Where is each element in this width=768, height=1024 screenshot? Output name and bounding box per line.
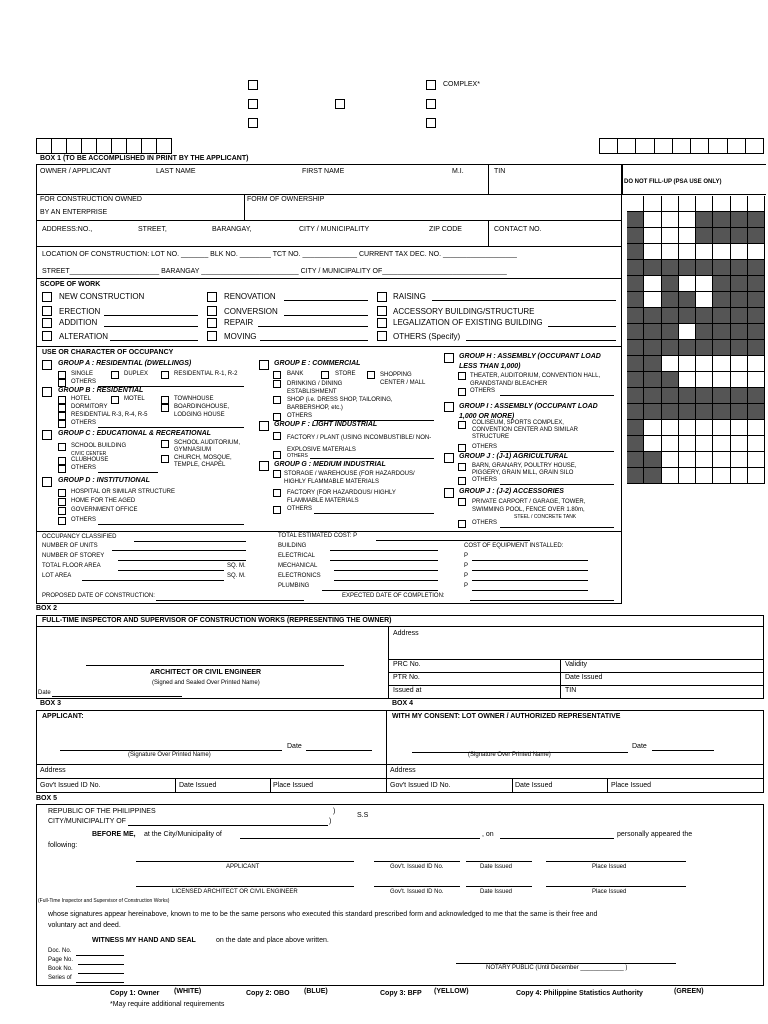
- a-duplex-checkbox[interactable]: [111, 371, 119, 379]
- republic-paren: ): [333, 808, 336, 815]
- group-i-label: GROUP I : ASSEMBLY (OCCUPANT LOAD 1,000 OR MORE): [459, 403, 598, 420]
- electronics-label: ELECTRONICS: [278, 573, 321, 579]
- city-label: CITY / MUNICIPALITY: [299, 226, 370, 233]
- copy3-label: Copy 3: BFP: [380, 990, 422, 997]
- c-church-checkbox[interactable]: [161, 455, 169, 463]
- application-number-boxes[interactable]: [36, 138, 172, 154]
- applicant-label: APPLICANT:: [42, 713, 84, 720]
- equip-p4: P: [464, 583, 469, 589]
- scope-repair-label: REPAIR: [224, 318, 254, 327]
- box2-title: FULL-TIME INSPECTOR AND SUPERVISOR OF CONSTRUCTION WORKS (REPRESENTING THE OWNER): [42, 617, 392, 624]
- e-bank-checkbox[interactable]: [273, 371, 281, 379]
- e-shopping-checkbox[interactable]: [367, 371, 375, 379]
- group-b-checkbox[interactable]: [42, 387, 52, 397]
- g-factory-checkbox[interactable]: [273, 489, 281, 497]
- c-others-label: OTHERS: [71, 465, 97, 471]
- scope-repair-checkbox[interactable]: [207, 318, 217, 328]
- d-hospital-checkbox[interactable]: [58, 489, 66, 497]
- contact-label: CONTACT NO.: [494, 226, 542, 233]
- equip-p1: P: [464, 553, 469, 559]
- g-others-checkbox[interactable]: [273, 506, 281, 514]
- group-b-label: GROUP B : RESIDENTIAL: [58, 387, 144, 394]
- c-auditorium-label: SCHOOL AUDITORIUM, GYMNASIUM: [174, 440, 241, 453]
- box2-address-label: Address: [393, 630, 419, 637]
- i-coliseum-checkbox[interactable]: [458, 421, 466, 429]
- copy3-color: (YELLOW): [434, 988, 469, 995]
- j1-barn-checkbox[interactable]: [458, 463, 466, 471]
- scope-new-checkbox[interactable]: [42, 292, 52, 302]
- last-name-label: LAST NAME: [156, 168, 196, 175]
- on-label: , on: [482, 831, 494, 838]
- b-townhouse-label: TOWNHOUSE: [174, 396, 214, 402]
- for-construction-label: FOR CONSTRUCTION OWNED: [40, 196, 142, 203]
- lot-area-sqm: SQ. M.: [227, 573, 246, 579]
- fulltime-label: (Full-Time Inspector and Supervisor of Construction Works): [38, 898, 170, 904]
- group-e-checkbox[interactable]: [259, 360, 269, 370]
- barangay-label: BARANGAY,: [212, 226, 252, 233]
- d-hospital-label: HOSPITAL OR SIMILAR STRUCTURE: [71, 489, 176, 495]
- group-a-checkbox[interactable]: [42, 360, 52, 370]
- notary-place-issued-label: Place Issued: [592, 864, 627, 870]
- proposed-date-label: PROPOSED DATE OF CONSTRUCTION:: [42, 593, 155, 599]
- d-others-label: OTHERS: [71, 517, 97, 523]
- group-g-checkbox[interactable]: [259, 461, 269, 471]
- f-others-checkbox[interactable]: [273, 451, 281, 459]
- g-others-label: OTHERS: [287, 506, 313, 512]
- scope-conversion-checkbox[interactable]: [207, 306, 217, 316]
- j1-others-label: OTHERS: [472, 477, 498, 483]
- b-dormitory-label: DORMITORY: [71, 404, 108, 410]
- f-factory-checkbox[interactable]: [273, 432, 281, 440]
- a-others-checkbox[interactable]: [58, 379, 66, 387]
- j1-barn-label: BARN, GRANARY, POULTRY HOUSE, PIGGERY, GRAIN MILL, GRAIN SILO: [472, 463, 577, 476]
- j2-others-label: OTHERS: [472, 520, 498, 526]
- scope-erection-label: ERECTION: [59, 307, 101, 316]
- box4-address-label: Address: [390, 767, 416, 774]
- equip-p2: P: [464, 563, 469, 569]
- b-others-checkbox[interactable]: [58, 420, 66, 428]
- top-checkbox-7[interactable]: [426, 118, 436, 128]
- scope-new-label: NEW CONSTRUCTION: [59, 292, 145, 301]
- box1-title: BOX 1 (TO BE ACCOMPLISHED IN PRINT BY THE APPLICANT): [40, 155, 249, 162]
- g-storage-label: STORAGE / WAREHOUSE (FOR HAZARDOUS/ HIGHLY FLAMMABLE MATERIALS: [284, 471, 415, 485]
- b-dormitory-checkbox[interactable]: [58, 404, 66, 412]
- scope-alteration-checkbox[interactable]: [42, 331, 52, 341]
- box3-address-label: Address: [40, 767, 66, 774]
- i-others-checkbox[interactable]: [458, 444, 466, 452]
- whose-text: whose signatures appear hereinabove, known to me to be the same persons who executed this standard prescribed form and acknowledged to me that the same is their free and: [48, 911, 598, 918]
- group-h-checkbox[interactable]: [444, 353, 454, 363]
- c-school-checkbox[interactable]: [58, 443, 66, 451]
- box4-govt-id-label: Gov't Issued ID No.: [390, 782, 451, 789]
- group-h-label: GROUP H : ASSEMBLY (OCCUPANT LOAD LESS THAN 1,000): [459, 353, 601, 370]
- a-duplex-label: DUPLEX: [124, 371, 149, 377]
- box4-date-label: Date: [632, 743, 647, 750]
- book-no-label: Book No.: [48, 966, 73, 972]
- b-lodging-label: LODGING HOUSE: [174, 412, 225, 418]
- signed-sealed-label: (Signed and Sealed Over Printed Name): [152, 680, 260, 686]
- b-motel-label: MOTEL: [124, 396, 145, 402]
- scope-erection-checkbox[interactable]: [42, 306, 52, 316]
- e-drinking-label: DRINKING / DINING ESTABLISHMENT: [287, 381, 343, 395]
- scope-renovation-label: RENOVATION: [224, 292, 276, 301]
- doc-no-label: Doc. No.: [48, 948, 72, 954]
- scope-renovation-checkbox[interactable]: [207, 292, 217, 302]
- box3-signature-label: (Signature Over Printed Name): [128, 752, 211, 758]
- voluntary-text: voluntary act and deed.: [48, 922, 121, 929]
- group-c-checkbox[interactable]: [42, 430, 52, 440]
- issued-at-label: Issued at: [393, 687, 422, 694]
- c-church-label: CHURCH, MOSQUE, TEMPLE, CHAPEL: [174, 455, 232, 468]
- floor-area-sqm: SQ. M.: [227, 563, 246, 569]
- psa-grid: [627, 196, 765, 484]
- witness-rest: on the date and place above written.: [216, 937, 329, 944]
- box2-label: BOX 2: [36, 605, 58, 612]
- scope-others-label: OTHERS (Specify): [393, 332, 461, 341]
- b-boarding-label: BOARDINGHOUSE,: [174, 404, 230, 410]
- scope-moving-label: MOVING: [224, 332, 257, 341]
- scope-others-checkbox[interactable]: [377, 331, 387, 341]
- page-no-label: Page No.: [48, 957, 74, 963]
- a-r12-label: RESIDENTIAL R-1, R-2: [174, 371, 238, 377]
- g-storage-checkbox[interactable]: [273, 470, 281, 478]
- group-j2-checkbox[interactable]: [444, 488, 454, 498]
- notary-date-issued-label: Date Issued: [480, 864, 513, 870]
- electrical-label: ELECTRICAL: [278, 553, 316, 559]
- top-checkbox-1[interactable]: [248, 80, 258, 90]
- b-townhouse-checkbox[interactable]: [161, 396, 169, 404]
- d-gov-label: GOVERNMENT OFFICE: [71, 507, 138, 513]
- h-others-label: OTHERS: [470, 388, 496, 394]
- notary-govt-id-label: Gov't. Issued ID No.: [390, 864, 444, 870]
- building-label: BUILDING: [278, 543, 307, 549]
- notary-place-issued-label-2: Place Issued: [592, 889, 627, 895]
- plumbing-label: PLUMBING: [278, 583, 310, 589]
- box4-label: BOX 4: [392, 700, 414, 707]
- box3-govt-id-label: Gov't Issued ID No.: [40, 782, 101, 789]
- top-checkbox-2[interactable]: [248, 99, 258, 109]
- a-single-label: SINGLE: [71, 371, 94, 377]
- group-j2-label: GROUP J : (J-2) ACCESSORIES: [459, 488, 564, 495]
- scope-title: SCOPE OF WORK: [40, 281, 101, 288]
- group-f-label: GROUP F : LIGHT INDUSTRIAL: [274, 421, 378, 428]
- scope-legalization-checkbox[interactable]: [377, 318, 387, 328]
- equip-p3: P: [464, 573, 469, 579]
- mechanical-label: MECHANICAL: [278, 563, 318, 569]
- box3-date-issued-label: Date Issued: [179, 782, 217, 789]
- mi-label: M.I.: [452, 168, 464, 175]
- complex-label: COMPLEX*: [443, 81, 480, 88]
- zip-label: ZIP CODE: [429, 226, 462, 233]
- units-label: NUMBER OF UNITS: [42, 543, 98, 549]
- occupancy-title: USE OR CHARACTER OF OCCUPANCY: [42, 349, 174, 356]
- notary-date-issued-label-2: Date Issued: [480, 889, 513, 895]
- copy2-color: (BLUE): [304, 988, 328, 995]
- scope-addition-checkbox[interactable]: [42, 318, 52, 328]
- e-others-label: OTHERS: [287, 413, 313, 419]
- prc-label: PRC No.: [393, 661, 421, 668]
- e-bank-label: BANK: [287, 371, 304, 377]
- series-label: Series of: [48, 975, 72, 981]
- scope-conversion-label: CONVERSION: [224, 307, 278, 316]
- box4-signature-label: (Signature Over Printed Name): [468, 752, 551, 758]
- group-c-label: GROUP C : EDUCATIONAL & RECREATIONAL: [58, 430, 211, 437]
- a-others-label: OTHERS: [71, 379, 97, 385]
- group-e-label: GROUP E : COMMERCIAL: [274, 360, 361, 367]
- c-clubhouse-checkbox[interactable]: [58, 457, 66, 465]
- box4-date-issued-label: Date Issued: [515, 782, 553, 789]
- scope-alteration-label: ALTERATION: [59, 332, 109, 341]
- copy1-color: (WHITE): [174, 988, 202, 995]
- c-others-checkbox[interactable]: [58, 465, 66, 473]
- box2-date-label: Date: [38, 690, 51, 696]
- street-line[interactable]: STREET_______________________ BARANGAY _________________________ CITY / MUNICIPALITY OF________________________________: [42, 268, 507, 275]
- a-r12-checkbox[interactable]: [161, 371, 169, 379]
- j2-private-checkbox[interactable]: [458, 498, 466, 506]
- j2-private-label: PRIVATE CARPORT / GARAGE, TOWER, SWIMMING POOL, FENCE OVER 1.80m,: [472, 499, 586, 513]
- form-ownership-label: FORM OF OWNERSHIP: [247, 196, 325, 203]
- j2-steel-label: STEEL / CONCRETE TANK: [514, 514, 577, 520]
- e-store-label: STORE: [335, 371, 356, 377]
- group-j1-label: GROUP J : (J-1) AGRICULTURAL: [459, 453, 569, 460]
- e-drinking-checkbox[interactable]: [273, 380, 281, 388]
- tin-label: TIN: [494, 168, 506, 175]
- scope-raising-label: RAISING: [393, 292, 426, 301]
- location-line[interactable]: LOCATION OF CONSTRUCTION: LOT NO. _______ BLK NO. ________ TCT NO. ______________ CURRENT TAX DEC. NO. ___________________: [42, 251, 517, 258]
- owner-label: OWNER / APPLICANT: [40, 168, 112, 175]
- first-name-label: FIRST NAME: [302, 168, 345, 175]
- witness-label: WITNESS MY HAND AND SEAL: [92, 937, 196, 944]
- box2-tin-label: TIN: [565, 687, 577, 694]
- city-paren: ): [329, 818, 332, 825]
- top-checkbox-6[interactable]: [426, 99, 436, 109]
- g-factory-label: FACTORY (FOR HAZARDOUS/ HIGHLY FLAMMABLE MATERIALS: [287, 490, 396, 504]
- group-j1-checkbox[interactable]: [444, 453, 454, 463]
- republic-label: REPUBLIC OF THE PHILIPPINES: [48, 808, 156, 815]
- c-civic-label: CIVIC CENTER: [71, 451, 107, 457]
- equipment-label: COST OF EQUIPMENT INSTALLED:: [464, 543, 564, 549]
- copy2-label: Copy 2: OBO: [246, 990, 290, 997]
- lot-area-label: LOT AREA: [42, 573, 72, 579]
- storey-label: NUMBER OF STOREY: [42, 553, 105, 559]
- following-label: following:: [48, 842, 78, 849]
- box5-label: BOX 5: [36, 795, 58, 802]
- b-r345-label: RESIDENTIAL R-3, R-4, R-5: [71, 412, 148, 418]
- licensed-label: LICENSED ARCHITECT OR CIVIL ENGINEER: [172, 889, 298, 895]
- notary-applicant-label: APPLICANT: [226, 864, 260, 870]
- ptr-label: PTR No.: [393, 674, 420, 681]
- b-hotel-checkbox[interactable]: [58, 396, 66, 404]
- d-others-checkbox[interactable]: [58, 517, 66, 525]
- top-checkbox-3[interactable]: [248, 118, 258, 128]
- b-hotel-label: HOTEL: [71, 396, 92, 402]
- appeared-label: personally appeared the: [617, 831, 693, 838]
- box3-label: BOX 3: [40, 700, 62, 707]
- j1-others-checkbox[interactable]: [458, 477, 466, 485]
- consent-label: WITH MY CONSENT: LOT OWNER / AUTHORIZED REPRESENTATIVE: [392, 713, 621, 720]
- additional-requirements-note: *May require additional requirements: [110, 1001, 225, 1008]
- i-others-label: OTHERS: [472, 444, 498, 450]
- b-motel-checkbox[interactable]: [111, 396, 119, 404]
- group-i-checkbox[interactable]: [444, 402, 454, 412]
- b-r345-checkbox[interactable]: [58, 412, 66, 420]
- f-others-label: OTHERS: [287, 453, 308, 459]
- e-shop-label: SHOP (i.e. DRESS SHOP, TAILORING, BARBERSHOP, etc.): [287, 397, 393, 411]
- before-me-label: BEFORE ME,: [92, 831, 136, 838]
- street-label: STREET,: [138, 226, 167, 233]
- b-others-label: OTHERS: [71, 420, 97, 426]
- h-theater-checkbox[interactable]: [458, 372, 466, 380]
- i-coliseum-label: COLISEUM, SPORTS COMPLEX, CONVENTION CENTER AND SIMILAR STRUCTURE: [472, 420, 579, 440]
- a-single-checkbox[interactable]: [58, 371, 66, 379]
- j2-others-checkbox[interactable]: [458, 520, 466, 528]
- permit-number-boxes[interactable]: [599, 138, 764, 154]
- notary-public-label: NOTARY PUBLIC (Until December _____________ ): [486, 965, 628, 971]
- ss-label: S.S: [357, 812, 369, 819]
- complex-checkbox[interactable]: [426, 80, 436, 90]
- h-others-checkbox[interactable]: [458, 388, 466, 396]
- top-checkbox-4[interactable]: [335, 99, 345, 109]
- scope-moving-checkbox[interactable]: [207, 331, 217, 341]
- e-others-checkbox[interactable]: [273, 413, 281, 421]
- box5-city-label: CITY/MUNICIPALITY OF: [48, 818, 126, 825]
- box3-date-label: Date: [287, 743, 302, 750]
- copy4-color: (GREEN): [674, 988, 704, 995]
- group-d-label: GROUP D : INSTITUTIONAL: [58, 477, 150, 484]
- e-store-checkbox[interactable]: [321, 371, 329, 379]
- validity-label: Validity: [565, 661, 588, 668]
- f-factory-label: FACTORY / PLANT (USING INCOMBUSTIBLE/ NON-EXPLOSIVE MATERIALS: [287, 435, 432, 453]
- scope-addition-label: ADDITION: [59, 318, 98, 327]
- b-boarding-checkbox[interactable]: [161, 404, 169, 412]
- group-a-label: GROUP A : RESIDENTIAL (DWELLINGS): [58, 360, 192, 367]
- c-clubhouse-label: CLUBHOUSE: [71, 457, 109, 463]
- occupancy-classified-label: OCCUPANCY CLASSIFIED: [42, 534, 117, 540]
- h-theater-label: THEATER, AUDITORIUM, CONVENTION HALL, GRANDSTAND/ BLEACHER: [470, 373, 601, 387]
- c-auditorium-checkbox[interactable]: [161, 440, 169, 448]
- copy4-label: Copy 4: Philippine Statistics Authority: [516, 990, 643, 997]
- scope-raising-checkbox[interactable]: [377, 292, 387, 302]
- floor-area-label: TOTAL FLOOR AREA: [42, 563, 101, 569]
- copy1-label: Copy 1: Owner: [110, 990, 160, 997]
- d-gov-checkbox[interactable]: [58, 507, 66, 515]
- d-home-checkbox[interactable]: [58, 498, 66, 506]
- expected-date-label: EXPECTED DATE OF COMPLETION:: [342, 593, 445, 599]
- box2-date-issued-label: Date Issued: [565, 674, 603, 681]
- e-shopping-label: SHOPPING CENTER / MALL: [380, 372, 426, 386]
- scope-accessory-label: ACCESSORY BUILDING/STRUCTURE: [393, 307, 535, 316]
- at-city-label: at the City/Municipality of: [144, 831, 222, 838]
- c-school-label: SCHOOL BUILDING: [71, 443, 127, 449]
- group-d-checkbox[interactable]: [42, 477, 52, 487]
- notary-govt-id-label-2: Gov't. Issued ID No.: [390, 889, 444, 895]
- by-enterprise-label: BY AN ENTERPRISE: [40, 209, 108, 216]
- psa-use-only-label: DO NOT FILL-UP (PSA USE ONLY): [624, 179, 722, 185]
- scope-legalization-label: LEGALIZATION OF EXISTING BUILDING: [393, 318, 543, 327]
- e-shop-checkbox[interactable]: [273, 396, 281, 404]
- group-g-label: GROUP G : MEDIUM INDUSTRIAL: [274, 461, 386, 468]
- address-label: ADDRESS:NO.,: [42, 226, 93, 233]
- total-cost-label: TOTAL ESTIMATED COST: P: [278, 533, 358, 539]
- group-f-checkbox[interactable]: [259, 421, 269, 431]
- box4-place-issued-label: Place Issued: [611, 782, 652, 789]
- scope-accessory-checkbox[interactable]: [377, 306, 387, 316]
- box3-place-issued-label: Place Issued: [273, 782, 314, 789]
- architect-label: ARCHITECT OR CIVIL ENGINEER: [150, 669, 262, 676]
- d-home-label: HOME FOR THE AGED: [71, 498, 136, 504]
